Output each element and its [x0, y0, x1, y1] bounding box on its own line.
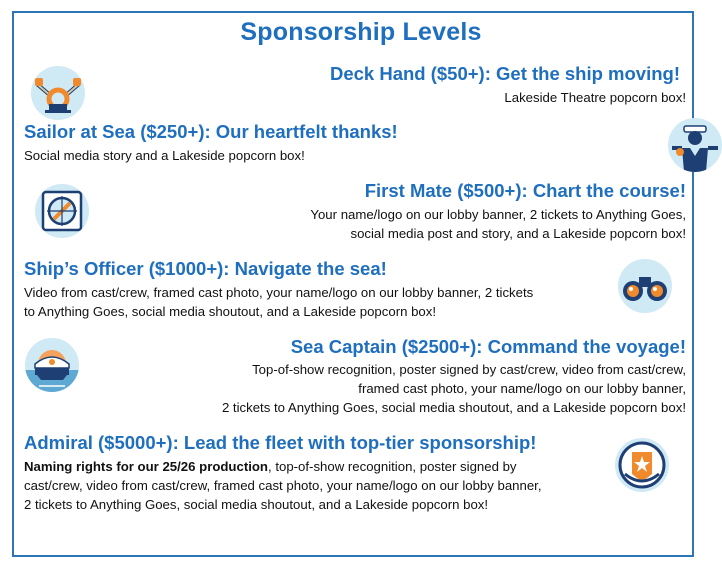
tier-title-deck-hand: Deck Hand ($50+): Get the ship moving! [329, 63, 680, 84]
tier-title-ships-officer: Ship’s Officer ($1000+): Navigate the sea! [24, 258, 387, 279]
page-title: Sponsorship Levels [240, 18, 482, 46]
tier-desc-first-mate [310, 205, 686, 243]
tier-desc-line: social media post and story, and a Lakeside popcorn box! [350, 226, 686, 241]
tier-title-first-mate: First Mate ($500+): Chart the course! [364, 180, 686, 201]
tier-desc-line: 2 tickets to Anything Goes, social media shoutout, and a Lakeside popcorn box! [24, 497, 489, 512]
sailor-icon [668, 118, 722, 172]
admiral-badge-icon [615, 438, 669, 492]
tier-title-sailor: Sailor at Sea ($250+): Our heartfelt thanks! [24, 121, 398, 142]
tier-desc-deck-hand [504, 88, 686, 107]
tier-desc-line: Video from cast/crew, framed cast photo, your name/logo on our lobby banner, 2 tickets [24, 285, 534, 300]
tier-desc-ships-officer [24, 283, 533, 321]
tier-title-sea-captain: Sea Captain ($2500+): Command the voyage! [290, 336, 686, 357]
tier-desc-admiral [24, 457, 542, 514]
tier-desc-line: Lakeside Theatre popcorn box! [504, 90, 686, 105]
tier-desc-bold-lead: Naming rights for our 25/26 production [24, 459, 268, 474]
tier-desc-line: to Anything Goes, social media shoutout, and a Lakeside popcorn box! [24, 304, 437, 319]
tier-desc-sailor [24, 146, 305, 165]
tier-desc-line: 2 tickets to Anything Goes, social media shoutout, and a Lakeside popcorn box! [221, 400, 686, 415]
tier-desc-sea-captain [222, 360, 686, 417]
captain-hat-icon [25, 338, 79, 392]
tier-desc-line: Top-of-show recognition, poster signed by cast/crew, video from cast/crew, [252, 362, 686, 377]
map-compass-icon [35, 184, 89, 238]
tier-desc-line: , top-of-show recognition, poster signed by [268, 459, 517, 474]
binoculars-icon [618, 259, 672, 313]
tier-desc-line: cast/crew, video from cast/crew, framed cast photo, your name/logo on our lobby banner, [24, 478, 542, 493]
tier-desc-line: Your name/logo on our lobby banner, 2 tickets to Anything Goes, [310, 207, 686, 222]
lifebuoy-rope-icon [31, 66, 85, 120]
tier-desc-line: framed cast photo, your name/logo on our lobby banner, [358, 381, 686, 396]
tier-desc-line: Social media story and a Lakeside popcorn box! [24, 148, 305, 163]
tier-title-admiral: Admiral ($5000+): Lead the fleet with top-tier sponsorship! [24, 432, 537, 453]
